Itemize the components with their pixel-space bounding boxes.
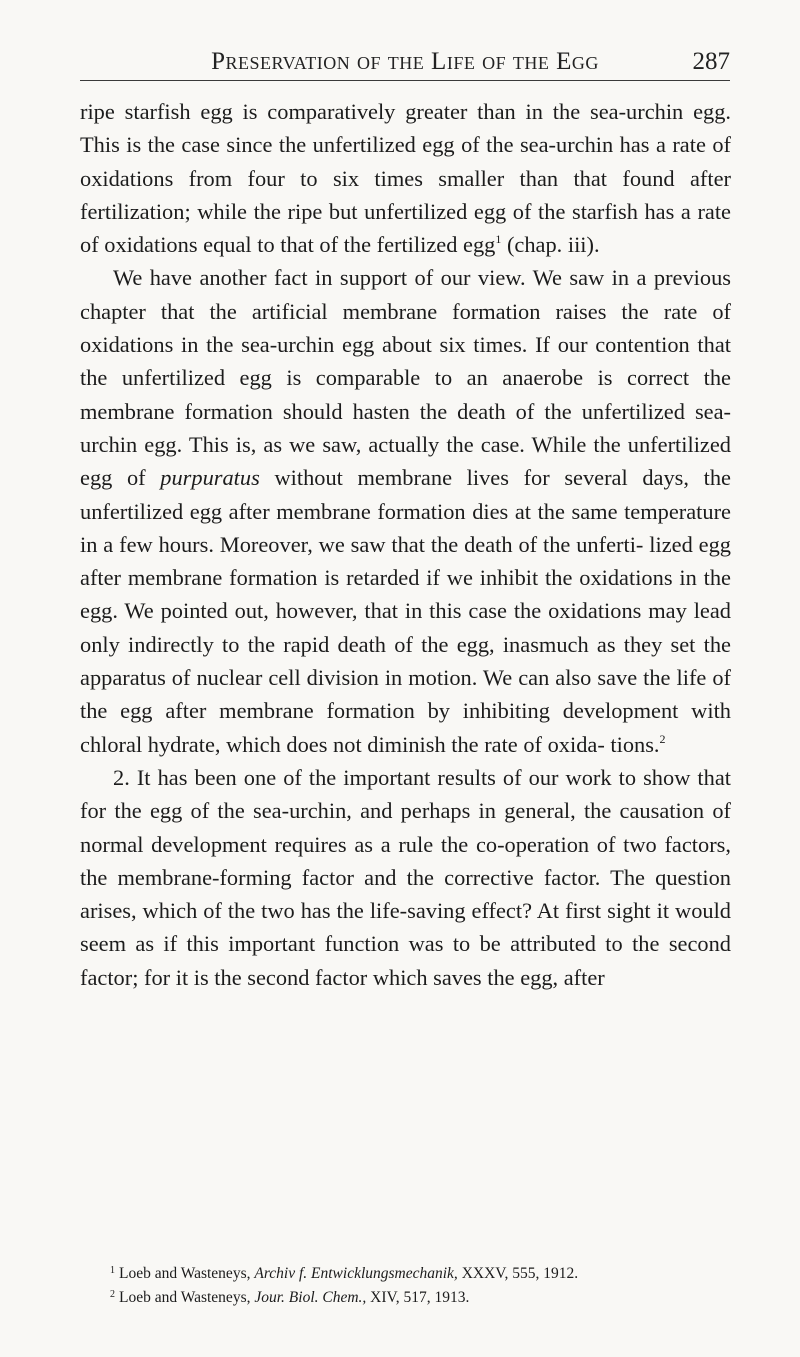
paragraph-text: ripe starfish egg is comparatively greater than in the sea-urchin egg. This is the case since the unfertilized egg of the sea-urchin has a rate of oxidations from four to six times smaller than that found after fertilization; while the ripe but unfertilized egg of the starfish has a rate of oxidations equal to that of the fertilized egg bbox=[80, 99, 731, 258]
paragraph-2 bbox=[80, 261, 731, 760]
title-word: of the bbox=[357, 48, 425, 75]
paragraph-text: without membrane lives for several days, the unfertilized egg after membrane formation dies at the same temperature in a few hours. Moreover, we saw that the death of the unferti- lized egg after membrane formation is retarded if we inhibit the oxidations in the egg. We pointed out, however, that in this case the oxidations may lead only indirectly to the rapid death of the egg, inasmuch as they set the apparatus of nuclear cell division in motion. We can also save the life of the egg after membrane formation by inhibiting development with chloral hydrate, which does not diminish the rate of oxida- tions. bbox=[80, 465, 731, 757]
paragraph-3 bbox=[80, 761, 731, 994]
footnote-authors: Loeb and Wasteneys, bbox=[119, 1289, 255, 1306]
footnote-journal: Archiv f. Entwicklungsmechanik, bbox=[254, 1265, 458, 1282]
footnote-reference: 2 bbox=[659, 731, 666, 746]
footnote-mark: 1 bbox=[110, 1265, 115, 1276]
paragraph-1 bbox=[80, 95, 731, 261]
species-name: purpuratus bbox=[160, 465, 260, 491]
page-number: 287 bbox=[692, 48, 730, 75]
footnote-journal: Jour. Biol. Chem., bbox=[254, 1289, 367, 1306]
footnote-mark: 2 bbox=[110, 1289, 115, 1300]
paragraph-text: We have another fact in support of our view. We saw in a previous chapter that the artificial membrane formation raises the rate of oxidations in the sea-urchin egg about six times. If our contention that the unfertilized egg is comparable to an anaerobe is correct the membrane formation should hasten the death of the unfertilized sea-urchin egg. This is, as we saw, actually the case. While the unfertilized egg of bbox=[80, 265, 731, 491]
running-head bbox=[80, 46, 730, 81]
title-word: ife bbox=[446, 48, 476, 75]
footnote-citation: XIV, 517, 1913. bbox=[366, 1289, 470, 1306]
title-word: of the bbox=[482, 48, 550, 75]
title-initial: L bbox=[431, 48, 447, 75]
paragraph-text: (chap. iii). bbox=[501, 232, 600, 258]
title-initial: P bbox=[211, 48, 226, 75]
title-word: gg bbox=[571, 48, 599, 75]
title-word: reservation bbox=[225, 48, 351, 75]
paragraph-text: 2. It has been one of the important results of our work to show that for the egg of the sea-urchin, and perhaps in general, the causation of normal development requires as a rule the co-operation of two factors, the membrane-forming factor and the corrective factor. The question arises, which of the two has the life-saving effect? At first sight it would seem as if this important function was to be attributed to the second factor; for it is the second factor which saves the egg, after bbox=[80, 764, 731, 990]
footnote-reference: 1 bbox=[495, 232, 502, 247]
footnotes bbox=[80, 1262, 731, 1310]
footnote-1 bbox=[80, 1262, 731, 1286]
running-title bbox=[80, 48, 730, 76]
footnote-citation: XXXV, 555, 1912. bbox=[457, 1265, 579, 1282]
footnote-2 bbox=[80, 1286, 731, 1310]
body-text bbox=[80, 95, 731, 994]
title-initial: E bbox=[556, 48, 572, 75]
footnote-authors: Loeb and Wasteneys, bbox=[119, 1265, 255, 1282]
